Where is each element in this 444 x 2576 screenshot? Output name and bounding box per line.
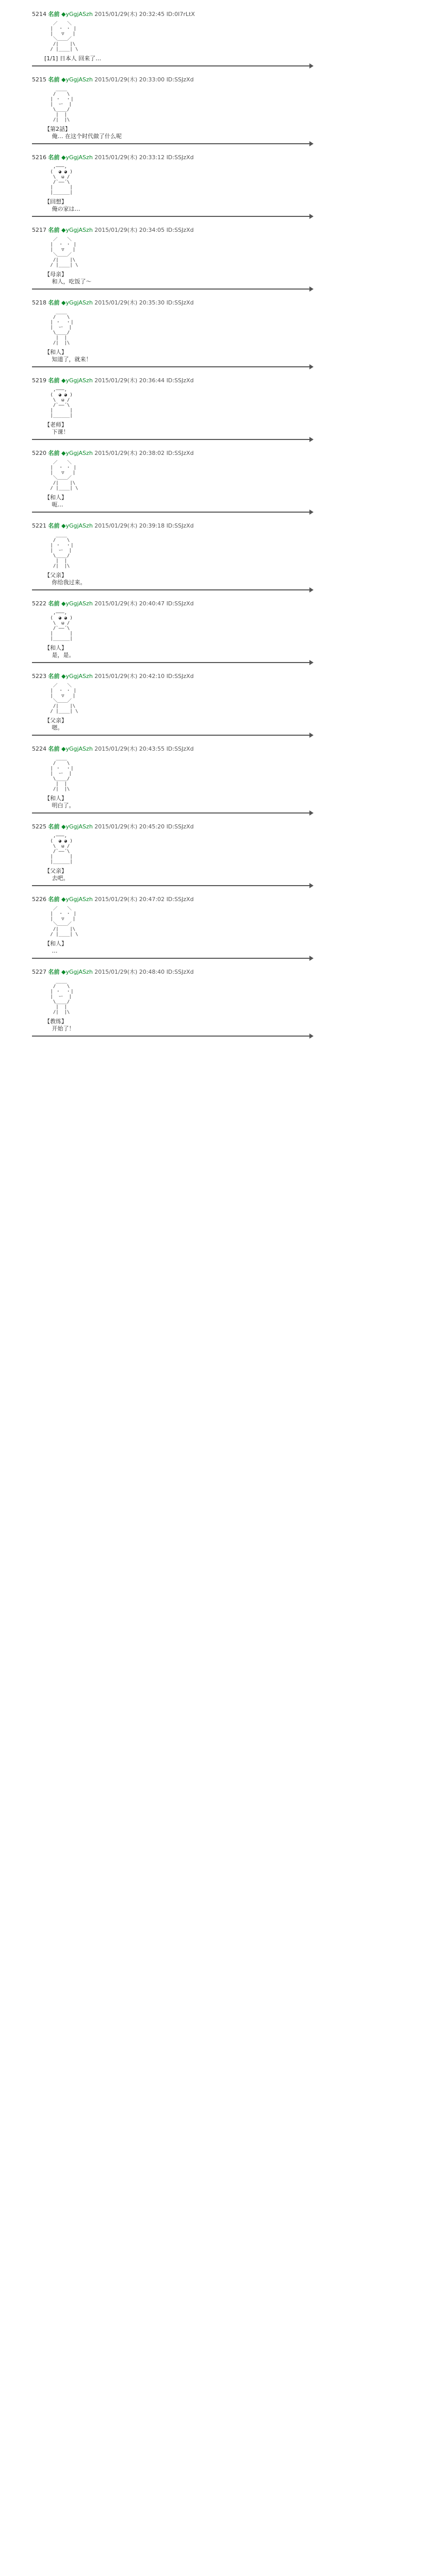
post-name: 名前 (48, 522, 60, 529)
post-body: 【老师】 下课！ (44, 421, 69, 435)
post-body: 【父亲】 去吧。 (44, 868, 69, 882)
post-header (32, 10, 310, 18)
post-header (32, 76, 310, 83)
post (32, 672, 310, 736)
post-id[interactable]: ID:SSJzXd (166, 450, 194, 456)
divider (32, 512, 310, 513)
post-body: 【父亲】 你给我过来。 (44, 572, 86, 586)
post-header (32, 672, 310, 680)
ascii-art: ／￣￣＼ | ・ ・ | | ▽ | ＼＿＿／ /| |\ / |____| \ (50, 460, 78, 491)
post-id[interactable]: ID:SSJzXd (166, 522, 194, 529)
post-trip: ◆yGgjASzh (61, 745, 93, 752)
post-name: 名前 (48, 969, 60, 975)
post-id[interactable]: ID:SSJzXd (166, 76, 194, 83)
post-id[interactable]: ID:SSJzXd (166, 377, 194, 384)
post (32, 226, 310, 290)
post-header (32, 895, 310, 903)
post-number[interactable]: 5224 (32, 745, 46, 752)
post-date: 2015/01/29(木) 20:48:40 (94, 969, 165, 975)
post (32, 968, 310, 1037)
post-header (32, 226, 310, 234)
post (32, 600, 310, 663)
post-body: 【教练】 开始了！ (44, 1018, 75, 1032)
post-date: 2015/01/29(木) 20:36:44 (94, 377, 165, 384)
ascii-art: ／￣￣＼ | ・ ・ | | ▽ | ＼＿＿／ /| |\ / |____| \ (50, 683, 78, 714)
post-body: 【父亲】 嗯。 (44, 717, 67, 731)
post-date: 2015/01/29(木) 20:42:10 (94, 673, 165, 680)
post-trip: ◆yGgjASzh (61, 11, 93, 18)
post-name: 名前 (48, 673, 60, 680)
post-body: 【母亲】 和人，吃饭了～ (44, 271, 92, 285)
post-number[interactable]: 5221 (32, 522, 46, 529)
ascii-art: ／￣￣＼ | ・ ・ | | ▽ | ＼＿＿／ /| |\ / |____| \ (50, 21, 78, 52)
divider (32, 366, 310, 367)
post-date: 2015/01/29(木) 20:40:47 (94, 600, 165, 607)
post-name: 名前 (48, 745, 60, 752)
post-date: 2015/01/29(木) 20:45:20 (94, 823, 165, 830)
ascii-art: ____ / \ | ・ ・| | ー | \____/ | | /| |\ (50, 310, 74, 346)
post-trip: ◆yGgjASzh (61, 522, 93, 529)
post-id[interactable]: ID:SSJzXd (166, 299, 194, 306)
divider (32, 289, 310, 290)
post-date: 2015/01/29(木) 20:33:00 (94, 76, 165, 83)
post-name: 名前 (48, 450, 60, 456)
post-number[interactable]: 5215 (32, 76, 46, 83)
post-header (32, 522, 310, 530)
post-header (32, 449, 310, 457)
post (32, 154, 310, 217)
ascii-art: ,―――, ( ◕ ◕ ) \ ω / /`――´\ | | |______| (50, 611, 73, 641)
post-date: 2015/01/29(木) 20:32:45 (94, 11, 165, 18)
post-header (32, 823, 310, 831)
divider (32, 885, 310, 886)
post-date: 2015/01/29(木) 20:34:05 (94, 227, 165, 233)
post-id[interactable]: ID:SSJzXd (166, 896, 194, 903)
post-name: 名前 (48, 11, 60, 18)
post-number[interactable]: 5227 (32, 969, 46, 975)
post-trip: ◆yGgjASzh (61, 969, 93, 975)
post-date: 2015/01/29(木) 20:47:02 (94, 896, 165, 903)
post-id[interactable]: ID:SSJzXd (166, 227, 194, 233)
post-trip: ◆yGgjASzh (61, 823, 93, 830)
divider (32, 439, 310, 440)
ascii-art: ____ / \ | ・ ・| | ー | \____/ | | /| |\ (50, 756, 74, 792)
post-number[interactable]: 5218 (32, 299, 46, 306)
post-number[interactable]: 5220 (32, 450, 46, 456)
post-body: 【和人】 呃… (44, 494, 67, 508)
ascii-art: ____ / \ | ・ ・| | ー | \____/ | | /| |\ (50, 979, 74, 1015)
ascii-art: ____ / \ | ・ ・| | ー | \____/ | | /| |\ (50, 87, 74, 123)
post-id[interactable]: ID:0I7rLtX (166, 11, 195, 18)
divider (32, 143, 310, 144)
divider (32, 958, 310, 959)
post-date: 2015/01/29(木) 20:38:02 (94, 450, 165, 456)
post-id[interactable]: ID:SSJzXd (166, 673, 194, 680)
post-body: 【和人】 明白了。 (44, 795, 75, 809)
post-body: 【第2話】 俺… 在这个时代做了什么呢 (44, 126, 122, 140)
divider (32, 1036, 310, 1037)
post-header (32, 299, 310, 307)
divider (32, 662, 310, 663)
post-id[interactable]: ID:SSJzXd (166, 600, 194, 607)
post-trip: ◆yGgjASzh (61, 896, 93, 903)
post-name: 名前 (48, 377, 60, 384)
post-name: 名前 (48, 154, 60, 161)
post-name: 名前 (48, 823, 60, 830)
ascii-art: ／￣￣＼ | ・ ・ | | ▽ | ＼＿＿／ /| |\ / |____| \ (50, 906, 78, 937)
ascii-art: ____ / \ | ・ ・| | ー | \____/ | | /| |\ (50, 533, 74, 569)
post-header (32, 600, 310, 607)
post-number[interactable]: 5226 (32, 896, 46, 903)
post (32, 823, 310, 886)
post-date: 2015/01/29(木) 20:43:55 (94, 745, 165, 752)
post-id[interactable]: ID:SSJzXd (166, 745, 194, 752)
post (32, 76, 310, 144)
post-body: 【和人】 … (44, 940, 67, 954)
post-trip: ◆yGgjASzh (61, 673, 93, 680)
divider (32, 735, 310, 736)
post (32, 895, 310, 959)
post-trip: ◆yGgjASzh (61, 600, 93, 607)
divider (32, 216, 310, 217)
thread (32, 10, 310, 1046)
post-name: 名前 (48, 76, 60, 83)
post-trip: ◆yGgjASzh (61, 154, 93, 161)
post-id[interactable]: ID:SSJzXd (166, 969, 194, 975)
post (32, 377, 310, 440)
ascii-art: ／￣￣＼ | ・ ・ | | ▽ | ＼＿＿／ /| |\ / |____| \ (50, 237, 78, 268)
post-date: 2015/01/29(木) 20:33:12 (94, 154, 165, 161)
post (32, 522, 310, 590)
ascii-art: ,―――, ( ◕ ◕ ) \ ω / /`――´\ | | |______| (50, 387, 73, 418)
divider (32, 812, 310, 814)
post-header (32, 377, 310, 384)
post-number[interactable]: 5216 (32, 154, 46, 161)
post-trip: ◆yGgjASzh (61, 450, 93, 456)
post-name: 名前 (48, 896, 60, 903)
post-body: 【和人】 知道了，就来！ (44, 349, 92, 363)
post-number[interactable]: 5214 (32, 11, 46, 18)
post-id[interactable]: ID:SSJzXd (166, 823, 194, 830)
post-body: [1/1] 日本人 回来了… (44, 55, 102, 62)
post-trip: ◆yGgjASzh (61, 377, 93, 384)
post-name: 名前 (48, 600, 60, 607)
post-date: 2015/01/29(木) 20:39:18 (94, 522, 165, 529)
post-number[interactable]: 5219 (32, 377, 46, 384)
post-name: 名前 (48, 227, 60, 233)
post-body: 【回想】 俺の家は… (44, 198, 80, 212)
post-number[interactable]: 5223 (32, 673, 46, 680)
post-date: 2015/01/29(木) 20:35:30 (94, 299, 165, 306)
post (32, 10, 310, 66)
post-body: 【和人】 是，是。 (44, 645, 75, 658)
post-header (32, 968, 310, 976)
post-number[interactable]: 5217 (32, 227, 46, 233)
ascii-art: ,―――, ( ◕ ◕ ) \ ω / /`――´\ | | |______| (50, 834, 73, 865)
post-id[interactable]: ID:SSJzXd (166, 154, 194, 161)
post (32, 299, 310, 367)
ascii-art: ,―――, ( ◕ ◕ ) \ ω / /`――´\ | | |______| (50, 164, 73, 195)
post-header (32, 154, 310, 161)
post-trip: ◆yGgjASzh (61, 227, 93, 233)
divider (32, 589, 310, 590)
post-number[interactable]: 5225 (32, 823, 46, 830)
post (32, 449, 310, 513)
post-header (32, 745, 310, 753)
post-name: 名前 (48, 299, 60, 306)
post-trip: ◆yGgjASzh (61, 299, 93, 306)
post-number[interactable]: 5222 (32, 600, 46, 607)
post (32, 745, 310, 814)
divider (32, 65, 310, 66)
post-trip: ◆yGgjASzh (61, 76, 93, 83)
